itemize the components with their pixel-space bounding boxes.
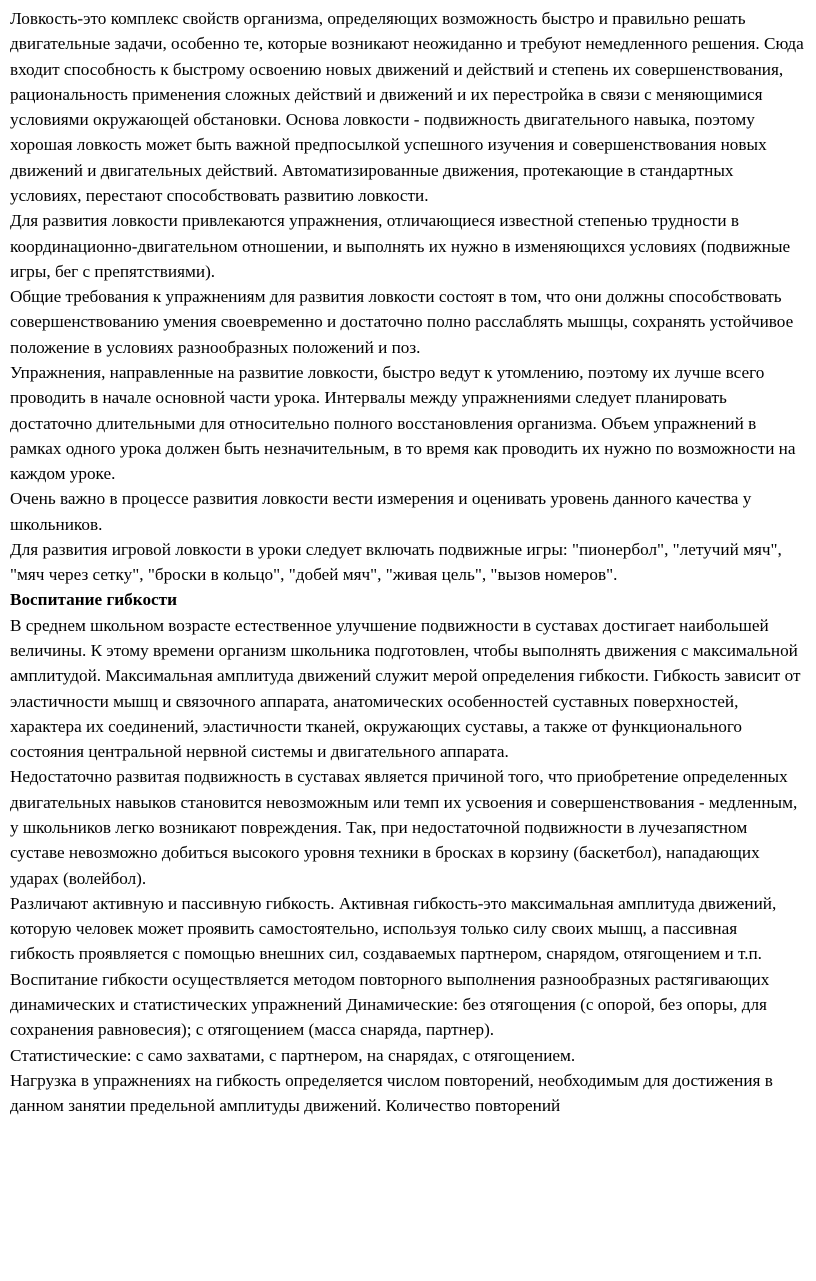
paragraph-active-passive-flexibility: Различают активную и пассивную гибкость. Активная гибкость-это максимальная амплитуда движений, которую человек может проявить самостоятельно, используя только силу своих мышц, а пассивная гибкость проявляется с помощью внешних сил, создаваемых партнером, снарядом, отягощением и т.п. (10, 893, 777, 964)
paragraph-flexibility-methods: Воспитание гибкости осуществляется методом повторного выполнения разнообразных растягивающих динамических и статистических упражнений Динамические: без отягощения (с опорой, без опоры, для сохранения равновесия); с отягощением (масса снаряда, партнер). (10, 969, 770, 1040)
paragraph-flexibility-load: Нагрузка в упражнениях на гибкость определяется числом повторений, необходимым для достижения в данном занятии предельной амплитуды движений. Количество повторений (10, 1070, 773, 1116)
paragraph-agility-measurement: Очень важно в процессе развития ловкости вести измерения и оценивать уровень данного качества у школьников. (10, 489, 752, 534)
document-body (10, 6, 804, 1118)
heading-flexibility-education: Воспитание гибкости (10, 590, 178, 610)
paragraph-agility-requirements: Общие требования к упражнениям для развития ловкости состоят в том, что они должны способствовать совершенствованию умения своевременно и достаточно полно расслаблять мышцы, сохранять устойчивое положение в условиях разнообразных положений и поз. (10, 287, 794, 357)
paragraph-agility-games: Для развития игровой ловкости в уроки следует включать подвижные игры: "пионербол", "летучий мяч", "мяч через сетку", "броски в кольцо", "добей мяч", "живая цель", "вызов номеров". (10, 539, 782, 585)
paragraph-insufficient-mobility: Недостаточно развитая подвижность в суставах является причиной того, что приобретение определенных двигательных навыков становится невозможным или темп их усвоения и совершенствования - медленным, у школьников легко возникают повреждения. Так, при недостаточной подвижности в лучезапястном суставе невозможно добиться высокого уровня техники в бросках в корзину (баскетбол), нападающих ударах (волейбол). (10, 767, 798, 888)
paragraph-flexibility-school-age: В среднем школьном возрасте естественное улучшение подвижности в суставах достигает наибольшей величины. К этому времени организм школьника подготовлен, чтобы выполнять движения с максимальной амплитудой. Максимальная амплитуда движений служит мерой определения гибкости. Гибкость зависит от эластичности мышц и связочного аппарата, анатомических особенностей суставных поверхностей, характера их соединений, эластичности тканей, окружающих суставы, а также от функционального состояния центральной нервной системы и двигательного аппарата. (10, 615, 801, 762)
paragraph-agility-fatigue: Упражнения, направленные на развитие ловкости, быстро ведут к утомлению, поэтому их лучше всего проводить в начале основной части урока. Интервалы между упражнениями следует планировать достаточно длительными для относительно полного восстановления организма. Объем упражнений в рамках одного урока должен быть незначительным, в то время как проводить их нужно по возможности на каждом уроке. (10, 362, 796, 484)
paragraph-agility-definition: Ловкость-это комплекс свойств организма, определяющих возможность быстро и правильно решать двигательные задачи, особенно те, которые возникают неожиданно и требуют немедленного решения. Сюда входит способность к быстрому освоению новых движений и действий и степень их совершенствования, рациональность применения сложных действий и движений и их перестройка в связи с меняющимися условиями окружающей обстановки. Основа ловкости - подвижность двигательного навыка, поэтому хорошая ловкость может быть важной предпосылкой успешного изучения и совершенствования новых движений и двигательных действий. Автоматизированные движения, протекающие в стандартных условиях, перестают способствовать развитию ловкости. (10, 9, 804, 205)
paragraph-static-exercises: Статистические: с само захватами, с партнером, на снарядах, с отягощением. (10, 1045, 576, 1065)
paragraph-agility-exercises: Для развития ловкости привлекаются упражнения, отличающиеся известной степенью трудности в координационно-двигательном отношении, и выполнять их нужно в изменяющихся условиях (подвижные игры, бег с препятствиями). (10, 211, 791, 281)
